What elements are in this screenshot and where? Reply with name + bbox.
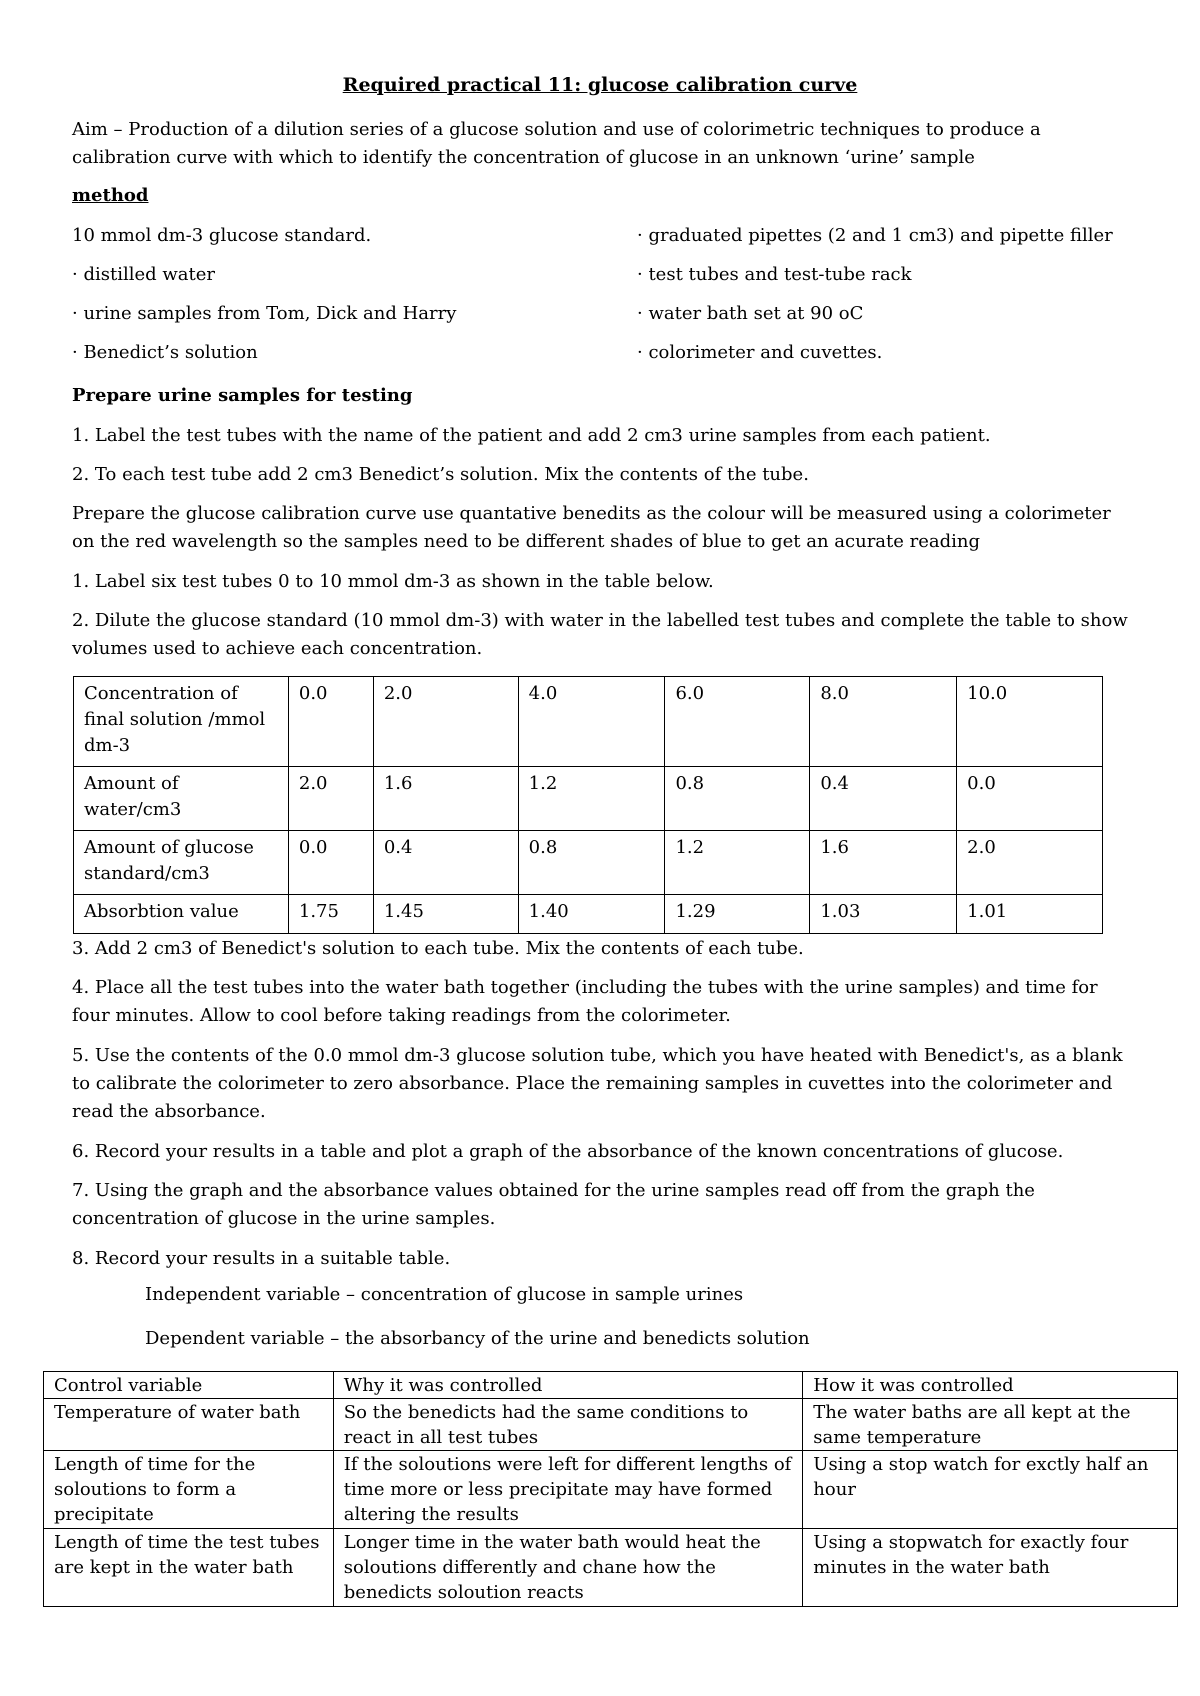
table-cell: So the benedicts had the same conditions to react in all test tubes [333, 1399, 803, 1451]
control-variables-table [43, 1371, 1178, 1607]
table-cell: 0.8 [518, 831, 665, 895]
table-row [74, 677, 1103, 767]
table-cell: 1.75 [288, 895, 373, 934]
table-cell: 1.6 [810, 831, 957, 895]
table-cell: 6.0 [665, 677, 810, 767]
table-cell: If the soloutions were left for different lengths of time more or less precipitate may have formed altering the results [333, 1451, 803, 1529]
table-cell: 0.0 [957, 767, 1103, 831]
table-cell: 0.4 [810, 767, 957, 831]
column-header: How it was controlled [803, 1372, 1178, 1399]
method-step: 4. Place all the test tubes into the water bath together (including the tubes with the urine samples) and time for four minutes. Allow to cool before taking readings from the colorimeter. [72, 977, 1098, 1026]
row-label: Concentration of final solution /mmol dm-3 [74, 677, 289, 767]
dependent-variable: Dependent variable – the absorbancy of the urine and benedicts solution [145, 1328, 810, 1349]
column-header: Control variable [44, 1372, 334, 1399]
table-cell: 2.0 [957, 831, 1103, 895]
method-step: 3. Add 2 cm3 of Benedict's solution to each tube. Mix the contents of each tube. [72, 938, 804, 959]
method-step: 5. Use the contents of the 0.0 mmol dm-3 glucose solution tube, which you have heated with Benedict's, as a blank to calibrate the colorimeter to zero absorbance. Place the remaining samples in cuvettes into the colorimeter and read the absorbance. [72, 1045, 1123, 1122]
urine-heading: Prepare urine samples for testing [72, 385, 413, 406]
row-label: Amount of water/cm3 [74, 767, 289, 831]
dilution-table [73, 676, 1103, 934]
row-label: Absorbtion value [74, 895, 289, 934]
table-row [74, 831, 1103, 895]
table-row [44, 1399, 1178, 1451]
method-step: 8. Record your results in a suitable table. [72, 1248, 451, 1269]
table-cell: Length of time the test tubes are kept in the water bath [44, 1529, 334, 1607]
table-cell: 2.0 [288, 767, 373, 831]
table-cell: Length of time for the soloutions to form a precipitate [44, 1451, 334, 1529]
page-title: Required practical 11: glucose calibration curve [342, 74, 858, 96]
equipment-item: · Benedict’s solution [72, 342, 258, 363]
method-step: 7. Using the graph and the absorbance values obtained for the urine samples read off from the graph the concentration of glucose in the urine samples. [72, 1180, 1035, 1229]
table-cell: Using a stopwatch for exactly four minutes in the water bath [803, 1529, 1178, 1607]
equipment-item: · graduated pipettes (2 and 1 cm3) and pipette filler [637, 225, 1113, 246]
table-cell: Temperature of water bath [44, 1399, 334, 1451]
column-header: Why it was controlled [333, 1372, 803, 1399]
equipment-item: · water bath set at 90 oC [637, 303, 864, 324]
table-cell: Using a stop watch for exctly half an hour [803, 1451, 1178, 1529]
table-cell: 1.2 [665, 831, 810, 895]
table-cell: 1.01 [957, 895, 1103, 934]
table-cell: 1.6 [373, 767, 518, 831]
table-cell: 8.0 [810, 677, 957, 767]
calibration-step: 1. Label six test tubes 0 to 10 mmol dm-3 as shown in the table below. [72, 571, 714, 592]
table-cell: 0.8 [665, 767, 810, 831]
equipment-item: · colorimeter and cuvettes. [637, 342, 883, 363]
table-row [74, 895, 1103, 934]
equipment-item: · distilled water [72, 264, 215, 285]
calibration-step: 2. Dilute the glucose standard (10 mmol dm-3) with water in the labelled test tubes and complete the table to show volumes used to achieve each concentration. [72, 610, 1128, 659]
table-cell: 1.29 [665, 895, 810, 934]
table-cell: 4.0 [518, 677, 665, 767]
method-heading: method [72, 185, 149, 206]
table-cell: The water baths are all kept at the same temperature [803, 1399, 1178, 1451]
equipment-item: · urine samples from Tom, Dick and Harry [72, 303, 457, 324]
table-cell: 0.4 [373, 831, 518, 895]
table-cell: 1.2 [518, 767, 665, 831]
table-cell: 2.0 [373, 677, 518, 767]
table-cell: 0.0 [288, 677, 373, 767]
method-step: 6. Record your results in a table and plot a graph of the absorbance of the known concentrations of glucose. [72, 1141, 1064, 1162]
row-label: Amount of glucose standard/cm3 [74, 831, 289, 895]
table-row [74, 767, 1103, 831]
table-cell: 0.0 [288, 831, 373, 895]
table-cell: 1.03 [810, 895, 957, 934]
table-header-row [44, 1372, 1178, 1399]
equipment-item: · test tubes and test-tube rack [637, 264, 912, 285]
calibration-intro: Prepare the glucose calibration curve use quantative benedits as the colour will be measured using a colorimeter on the red wavelength so the samples need to be different shades of blue to get an acurate reading [72, 503, 1111, 552]
equipment-item: 10 mmol dm-3 glucose standard. [72, 225, 372, 246]
urine-step: 2. To each test tube add 2 cm3 Benedict’s solution. Mix the contents of the tube. [72, 464, 809, 485]
table-cell: Longer time in the water bath would heat the soloutions differently and chane how the benedicts soloution reacts [333, 1529, 803, 1607]
table-cell: 1.45 [373, 895, 518, 934]
independent-variable: Independent variable – concentration of glucose in sample urines [145, 1284, 744, 1305]
table-row [44, 1451, 1178, 1529]
urine-step: 1. Label the test tubes with the name of the patient and add 2 cm3 urine samples from each patient. [72, 425, 991, 446]
aim-paragraph: Aim – Production of a dilution series of a glucose solution and use of colorimetric techniques to produce a calibration curve with which to identify the concentration of glucose in an unknown ‘urine’ sample [72, 119, 1041, 168]
table-cell: 1.40 [518, 895, 665, 934]
table-row [44, 1529, 1178, 1607]
table-cell: 10.0 [957, 677, 1103, 767]
